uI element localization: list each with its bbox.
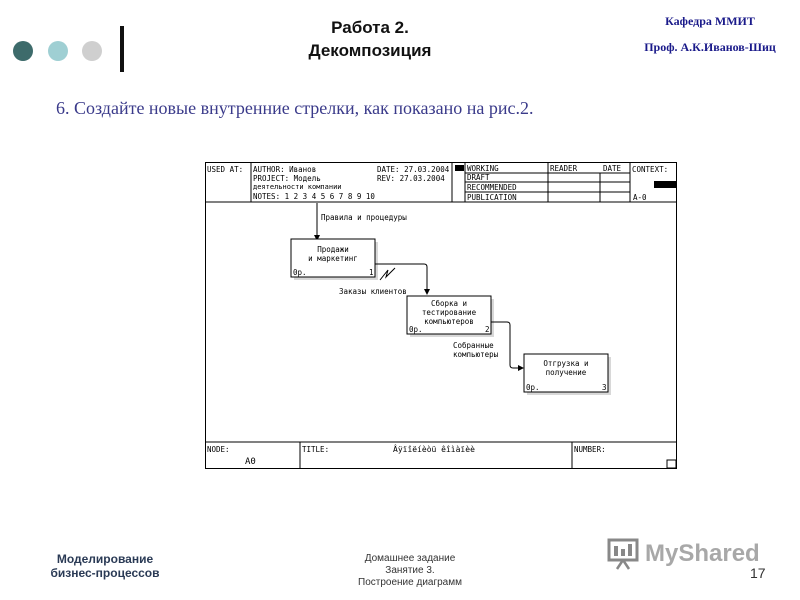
- course-name-line1: Моделирование: [56, 552, 154, 566]
- professor-label: Проф. А.К.Иванов-Шиц: [644, 40, 776, 54]
- box1-number: 1: [369, 268, 374, 277]
- box1-cost: 0р.: [293, 268, 307, 277]
- number-box: [667, 460, 676, 468]
- box2-line2: тестирование: [421, 308, 477, 317]
- homework-note: [330, 553, 490, 589]
- arrow1-label: Заказы клиентов: [339, 287, 407, 296]
- box2-cost: 0р.: [409, 325, 423, 334]
- course-name-line2: бизнес-процессов: [50, 566, 160, 580]
- logo-text: MyShared: [645, 540, 760, 567]
- arrow2-label-2: компьютеры: [453, 350, 499, 359]
- course-name: [35, 552, 175, 580]
- recommended-label: RECOMMENDED: [467, 183, 517, 192]
- box1-line1: Продажи: [317, 245, 349, 254]
- control-arrow-label: Правила и процедуры: [321, 213, 407, 222]
- decor-dot-teal: [48, 41, 68, 61]
- project-label-2: деятельности компании: [253, 183, 342, 191]
- box2-number: 2: [485, 325, 490, 334]
- notes-label: NOTES: 1 2 3 4 5 6 7 8 9 10: [253, 192, 375, 201]
- myshared-logo: [607, 538, 767, 570]
- task-instruction: 6. Создайте новые внутренние стрелки, как показано на рис.2.: [56, 98, 534, 118]
- draft-label: DRAFT: [467, 173, 490, 182]
- box3-line1: Отгрузка и: [543, 359, 589, 368]
- node-label: NODE:: [207, 445, 230, 454]
- box2-line1: Сборка и: [430, 299, 468, 308]
- slide-title: [270, 16, 470, 62]
- homework-note-line2: Занятие 3.: [385, 565, 435, 576]
- slide-title-line2: Декомпозиция: [308, 41, 432, 60]
- context-label: CONTEXT:: [632, 165, 669, 174]
- presentation-icon: [607, 538, 641, 570]
- box3-cost: 0р.: [526, 383, 540, 392]
- author-label: AUTHOR: Иванов: [253, 165, 317, 174]
- department-label: Кафедра ММИТ: [665, 14, 755, 28]
- publication-label: PUBLICATION: [467, 193, 517, 202]
- decor-dot-dark: [13, 41, 33, 61]
- decor-divider: [120, 26, 124, 72]
- context-node: A-0: [633, 193, 647, 202]
- arrow2-label-1: Собранные: [453, 341, 494, 350]
- node-value: A0: [245, 457, 256, 467]
- box2-line3: компьютеров: [424, 317, 474, 326]
- box3-number: 3: [602, 383, 607, 392]
- box3-line2: получение: [545, 368, 587, 377]
- used-at-label: USED AT:: [207, 165, 244, 174]
- date-label: DATE: 27.03.2004: [377, 165, 450, 174]
- box1-line2: и маркетинг: [308, 254, 358, 263]
- homework-note-line1: Домашнее задание: [364, 553, 456, 564]
- idef0-diagram: [205, 162, 677, 469]
- context-marker: [654, 181, 677, 188]
- number-label: NUMBER:: [574, 445, 606, 454]
- rev-label: REV: 27.03.2004: [377, 174, 445, 183]
- project-label: PROJECT: Модель: [253, 174, 321, 183]
- slide-title-line1: Работа 2.: [331, 18, 409, 37]
- working-marker: [455, 165, 464, 171]
- decor-dot-gray: [82, 41, 102, 61]
- title-value: Âÿïîëíèòü êîìàïèè: [393, 445, 475, 454]
- homework-note-line3: Построение диаграмм: [358, 577, 462, 588]
- reader-label: READER: [550, 164, 578, 173]
- date-column-label: DATE: [603, 164, 622, 173]
- title-label: TITLE:: [302, 445, 330, 454]
- working-label: WORKING: [467, 164, 499, 173]
- page-number: 17: [750, 565, 766, 581]
